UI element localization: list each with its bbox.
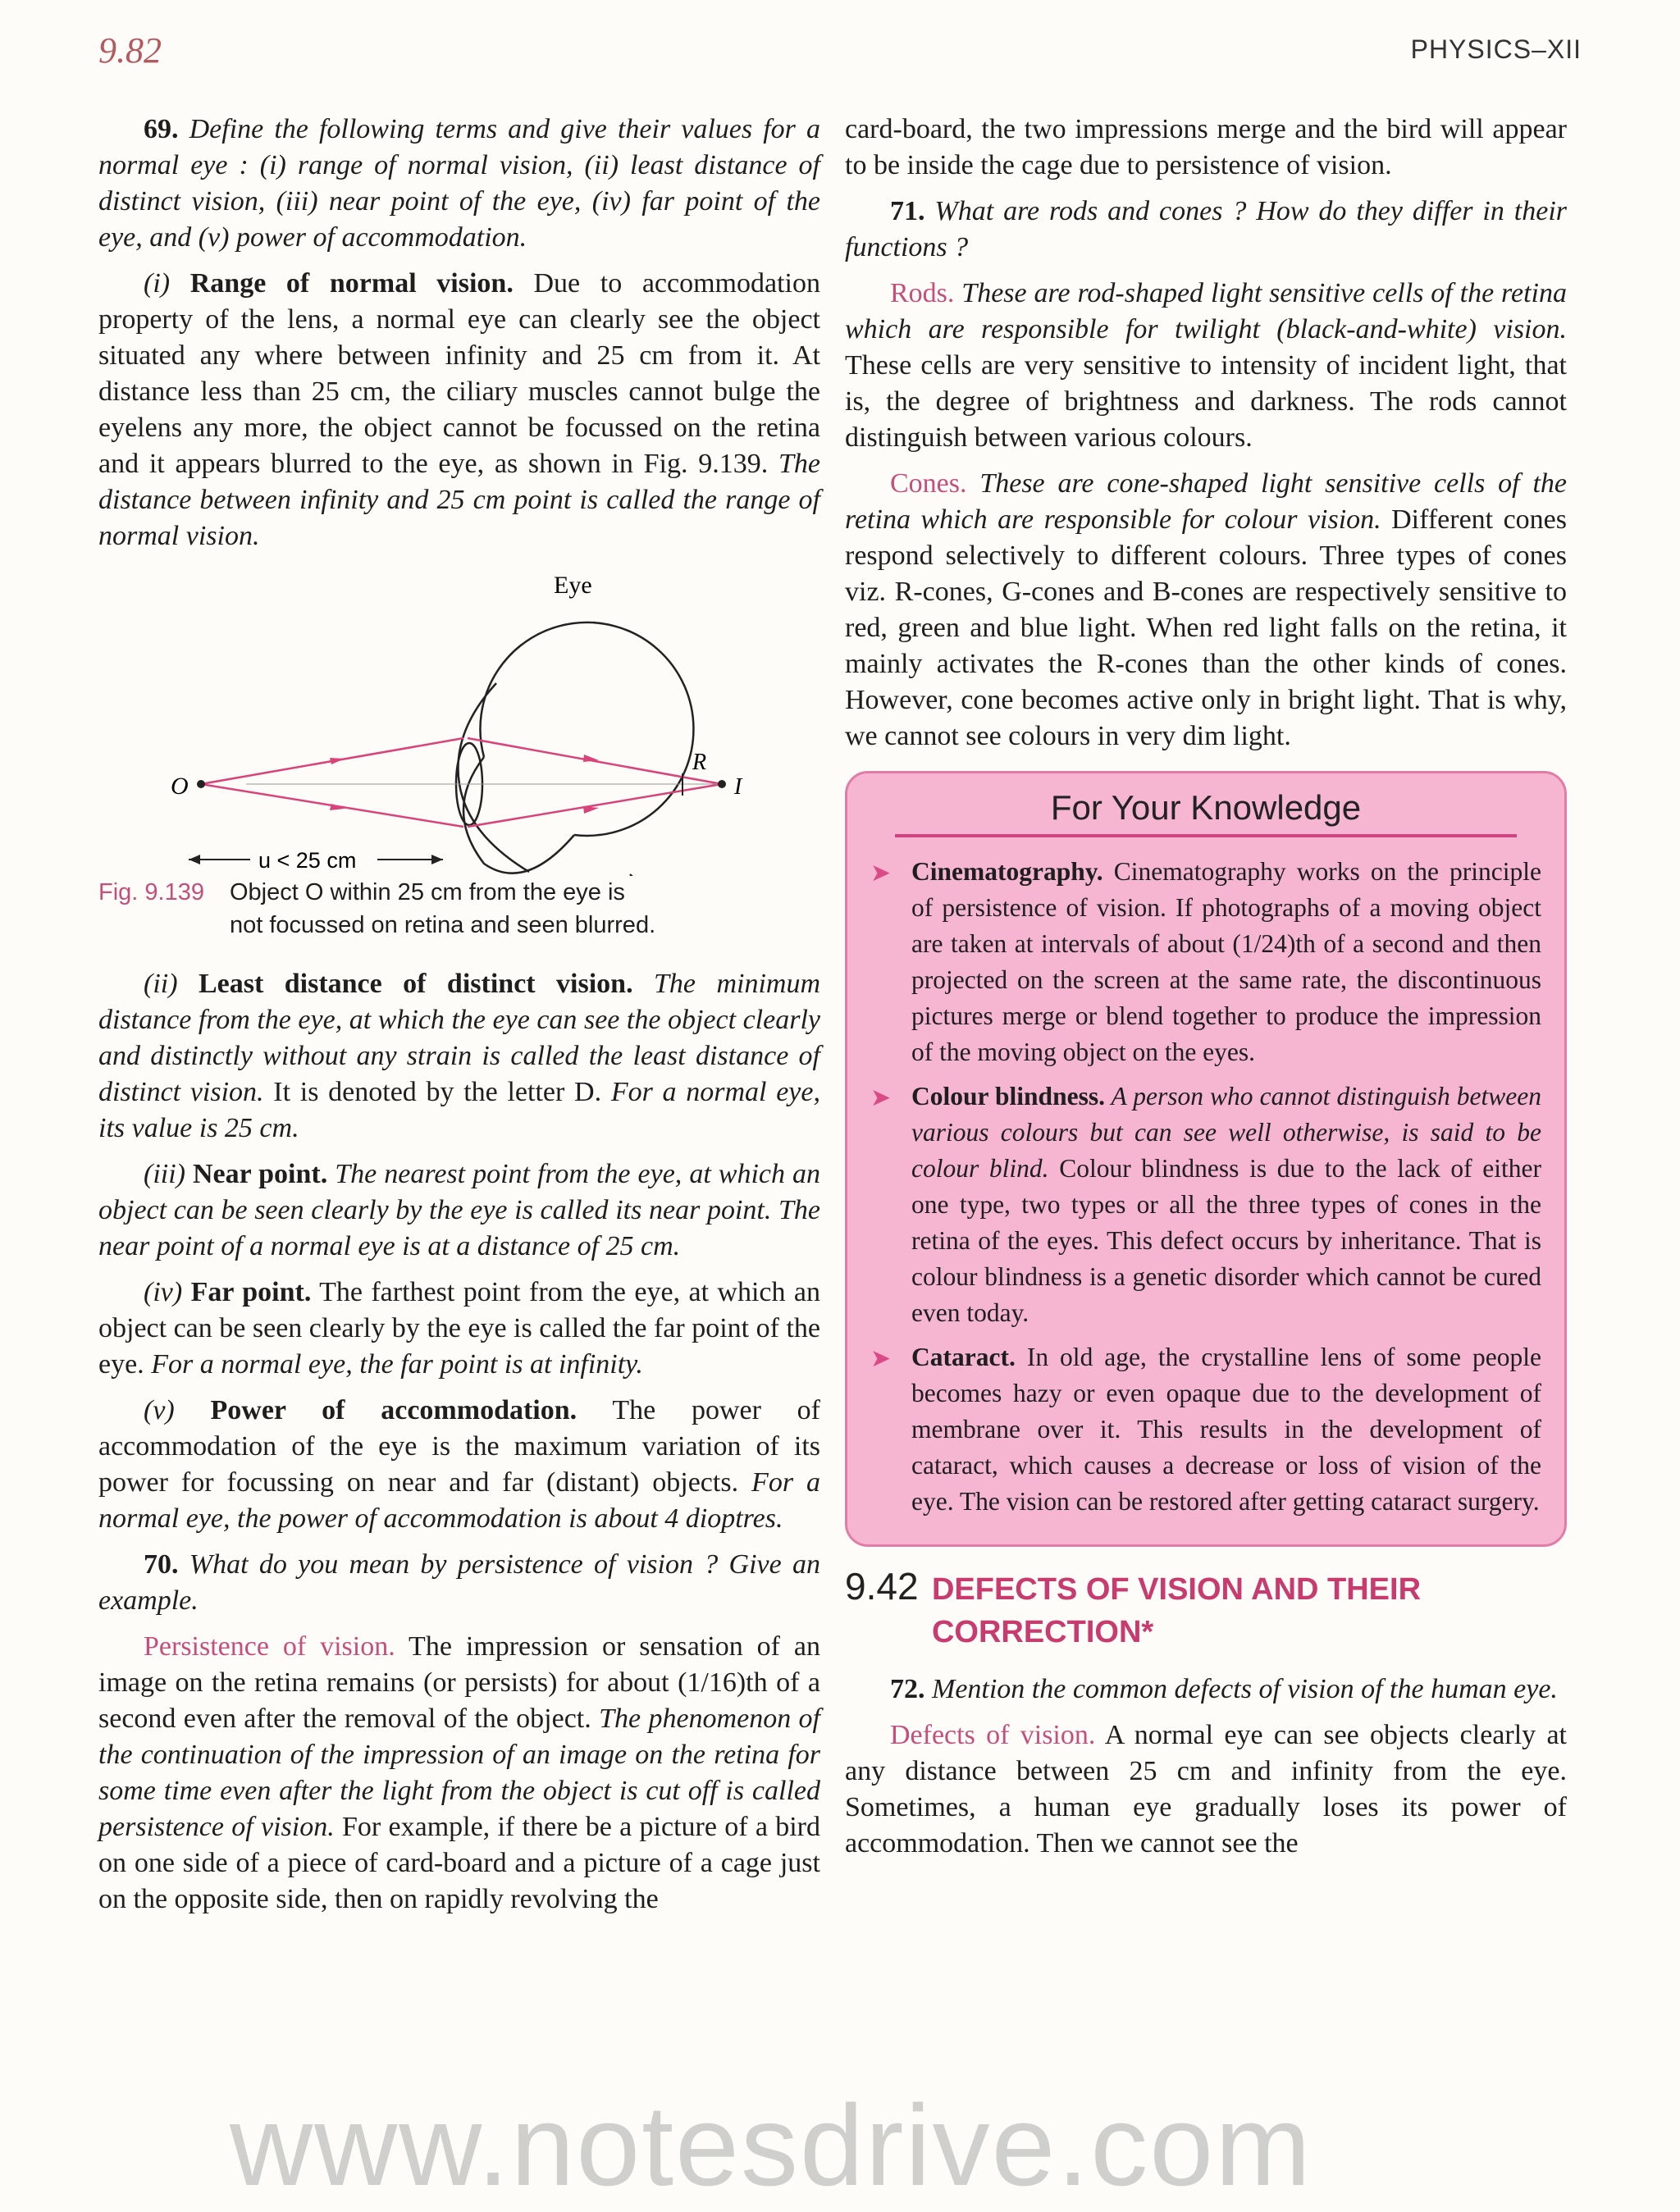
question-number: 72.: [890, 1674, 925, 1704]
retina-label: R: [692, 750, 707, 775]
term: Colour blindness.: [911, 1082, 1105, 1111]
definition: The phenomenon of the continuation of the impression of an image on the retina for some time even after the light from the object is cut off is called persistence of vision.: [98, 1703, 821, 1842]
figure-caption: [98, 876, 820, 942]
answer-least-distance: [98, 966, 820, 1147]
object-label: O: [171, 773, 189, 800]
term: Defects of vision.: [890, 1720, 1096, 1750]
item-label: (i): [144, 268, 171, 299]
question-number: 69.: [144, 114, 179, 144]
left-column: [98, 112, 820, 1927]
caption-line: Object O within 25 cm from the eye is: [230, 879, 625, 905]
box-divider: [895, 834, 1517, 837]
box-item-colour-blindness: [870, 1079, 1541, 1331]
arrow-bullet-icon: ➤: [870, 1345, 892, 1372]
definition: The nearest point from the eye, at which an object can be seen clearly by the eye is called its near point. The near point of a normal eye is at a distance of 25 cm.: [98, 1159, 820, 1261]
question-text: Define the following terms and give their values for a normal eye : (i) range of normal vision, (ii) least distance of distinct vision, (iii) near point of the eye, (iv) far point of the eye, and (v) power of accommodation.: [98, 114, 820, 253]
body-text: A normal eye can see objects clearly at any distance between 25 cm and infinity from the eye. Sometimes, a human eye gradually loses its power of accommodation. Then we cannot see the: [845, 1720, 1567, 1859]
for-your-knowledge-box: [845, 771, 1567, 1547]
eye-figure: [98, 564, 820, 876]
watermark: www.notesdrive.com: [230, 2081, 1312, 2210]
question-69: [98, 112, 820, 256]
answer-cones: [845, 466, 1567, 755]
question-71: [845, 194, 1567, 266]
definition: For a normal eye, its value is 25 cm.: [98, 1077, 820, 1143]
question-text: What do you mean by persistence of vision ? Give an example.: [98, 1549, 821, 1616]
answer-far-point: [98, 1275, 820, 1383]
section-number: 9.42: [845, 1565, 919, 1608]
body-text: The farthest point from the eye, at which an object can be seen clearly by the eye is called the far point of the eye.: [98, 1277, 820, 1380]
right-column: [845, 112, 1567, 1872]
body-text: Cinematography works on the principle of persistence of vision. If photographs of a moving object are taken at intervals of about (1/24)th of a second and then projected on the screen at the same rate, the discontinuous pictures merge or blend together to produce the impression of the moving object on the eyes.: [911, 857, 1541, 1066]
body-text: The power of accommodation of the eye is the maximum variation of its power for focussing on near and far (distant) objects.: [98, 1395, 820, 1498]
answer-rods: [845, 276, 1567, 456]
page-number: 9.82: [98, 30, 162, 71]
item-label: (iv): [144, 1277, 183, 1307]
section-heading: [845, 1565, 1567, 1653]
body-text: In old age, the crystalline lens of some people becomes hazy or even opaque due to the development of membrane over it. This results in the development of cataract, which causes a decrease or loss of vision of the eye. The vision can be restored after getting cataract surgery.: [911, 1343, 1541, 1516]
answer-persistence-of-vision: [98, 1629, 820, 1918]
continued-text: card-board, the two impressions merge and the bird will appear to be inside the cage due to persistence of vision.: [845, 114, 1567, 180]
caption-line: not focussed on retina and seen blurred.: [230, 912, 656, 938]
question-text: Mention the common defects of vision of the human eye.: [932, 1674, 1558, 1704]
box-title: For Your Knowledge: [1050, 788, 1362, 827]
term: Least distance of distinct vision.: [198, 969, 633, 999]
question-text: What are rods and cones ? How do they differ in their functions ?: [845, 196, 1567, 262]
term: Persistence of vision.: [144, 1631, 395, 1662]
distance-label: u < 25 cm: [258, 848, 357, 873]
figure-number: Fig. 9.139: [98, 879, 204, 905]
answer-near-point: [98, 1156, 820, 1265]
answer-power-of-accommodation: [98, 1393, 820, 1537]
answer-defects-of-vision: [845, 1717, 1567, 1862]
definition: A person who cannot distinguish between various colours but can see well otherwise, is said to be colour blind.: [911, 1082, 1541, 1183]
term: Rods.: [890, 278, 955, 308]
definition: For a normal eye, the far point is at infinity.: [151, 1349, 643, 1380]
term: Cataract.: [911, 1343, 1016, 1371]
definition: The minimum distance from the eye, at which the eye can see the object clearly and distinctly without any strain is called the least distance of distinct vision.: [98, 969, 820, 1107]
term: Power of accommodation.: [210, 1395, 578, 1425]
arrow-bullet-icon: ➤: [870, 860, 892, 887]
definition: For a normal eye, the power of accommodation is about 4 dioptres.: [98, 1467, 821, 1534]
body-text: Colour blindness is due to the lack of either one type, two types or all the three types of cones in the retina of the eyes. This defect occurs by inheritance. That is colour blindness is a genetic disorder which cannot be cured even today.: [911, 1154, 1541, 1327]
box-item-cataract: [870, 1339, 1541, 1520]
term: Near point.: [193, 1159, 328, 1189]
question-number: 71.: [890, 196, 925, 226]
section-title: DEFECTS OF VISION AND THEIR CORRECTION*: [931, 1572, 1422, 1649]
term: Cones.: [890, 468, 967, 499]
definition: These are rod-shaped light sensitive cells of the retina which are responsible for twilight (black-and-white) vision.: [845, 278, 1567, 344]
question-72: [845, 1672, 1567, 1708]
term: Cinematography.: [911, 857, 1103, 886]
body-text: It is denoted by the letter D.: [263, 1077, 611, 1107]
item-label: (v): [144, 1395, 175, 1425]
eye-diagram: [98, 564, 820, 876]
answer-range-normal-vision: [98, 266, 820, 554]
eye-label: Eye: [554, 572, 592, 599]
image-label: I: [734, 774, 742, 800]
definition: These are cone-shaped light sensitive cells of the retina which are responsible for colour vision.: [845, 468, 1567, 535]
term: Range of normal vision.: [189, 268, 514, 299]
item-label: (iii): [144, 1159, 185, 1189]
question-70: [98, 1547, 820, 1619]
definition: The distance between infinity and 25 cm point is called the range of normal vision.: [98, 449, 820, 551]
body-text: The impression or sensation of an image on the retina remains (or persists) for about (1/16)th of a second even after the removal of the object.: [98, 1631, 821, 1734]
arrow-bullet-icon: ➤: [870, 1084, 892, 1111]
item-label: (ii): [144, 969, 178, 999]
running-head: PHYSICS–XII: [1410, 34, 1582, 64]
body-text: Different cones respond selectively to different colours. Three types of cones viz. R-cones, G-cones and B-cones are respectively sensitive to red, green and blue light. When red light falls on the retina, it mainly activates the R-cones than the other kinds of cones. However, cone becomes active only in bright light. That is why, we cannot see colours in very dim light.: [845, 504, 1567, 751]
body-text: For example, if there be a picture of a bird on one side of a piece of card-board and a picture of a cage just on the opposite side, then on rapidly revolving the: [98, 1812, 820, 1914]
box-item-cinematography: [870, 854, 1541, 1070]
body-text: These cells are very sensitive to intensity of incident light, that is, the degree of brightness and darkness. The rods cannot distinguish between various colours.: [845, 350, 1567, 453]
question-number: 70.: [144, 1549, 179, 1580]
term: Far point.: [190, 1277, 312, 1307]
body-text: Due to accommodation property of the lens, a normal eye can clearly see the object situated any where between infinity and 25 cm from it. At distance less than 25 cm, the ciliary muscles cannot bulge the eyelens any more, the object cannot be focussed on the retina and it appears blurred to the eye, as shown in Fig. 9.139.: [98, 268, 820, 479]
